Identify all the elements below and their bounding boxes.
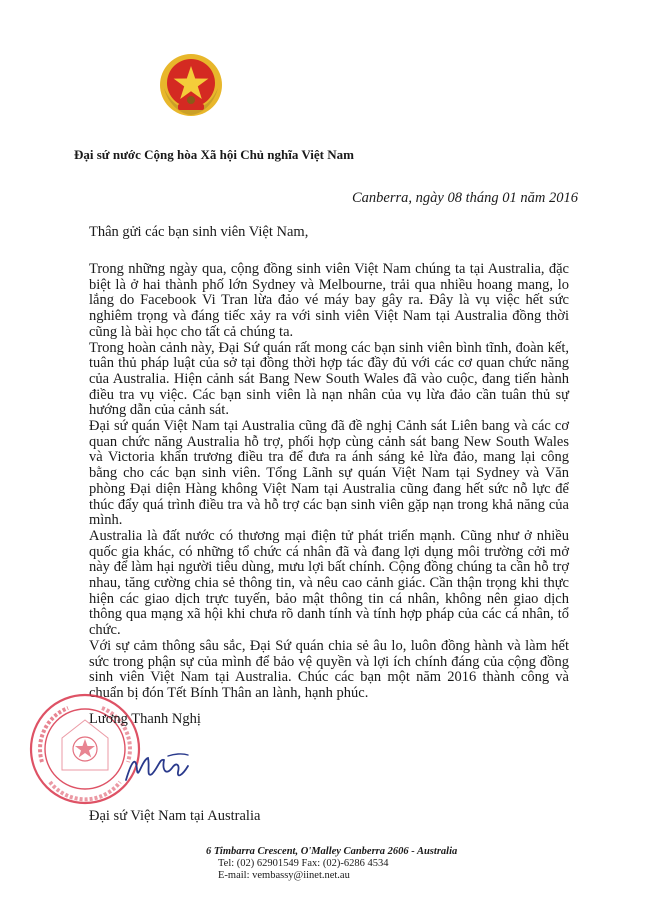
greeting: Thân gửi các bạn sinh viên Việt Nam,: [89, 224, 309, 240]
footer-email: E-mail: vembassy@iinet.net.au: [218, 870, 350, 881]
embassy-title: Đại sứ nước Cộng hòa Xã hội Chủ nghĩa Việt Nam: [74, 147, 354, 162]
footer-address: 6 Timbarra Crescent, O'Malley Canberra 2606 - Australia: [206, 846, 458, 857]
signer-name: Lương Thanh Nghị: [89, 711, 201, 727]
footer-phone-fax: Tel: (02) 62901549 Fax: (02)-6286 4534: [218, 858, 389, 869]
body-paragraph: Trong những ngày qua, cộng đồng sinh viên Việt Nam chúng ta tại Australia, đặc biệt là ở hai thành phố lớn Sydney và Melbourne, trải qua nhiều hoang mang, lo lắng do Facebook Vi Tran lừa đảo vé máy bay gây ra. Đây là vụ việc hết sức nghiêm trọng và đáng tiếc xảy ra với sinh viên Việt Nam tại Australia đồng thời cũng là bài học cho tất cả chúng ta.: [89, 261, 569, 340]
body-paragraph: Trong hoàn cảnh này, Đại Sứ quán rất mong các bạn sinh viên bình tĩnh, đoàn kết, tuân thủ pháp luật của sở tại đồng thời hợp tác đầy đủ với các cơ quan chức năng của Australia. Hiện cảnh sát Bang New South Wales đã vào cuộc, đang tiến hành điều tra vụ việc. Các bạn sinh viên là nạn nhân của vụ lừa đảo cần tuân thủ sự hướng dẫn của cảnh sát.: [89, 339, 569, 419]
body-paragraph: Với sự cảm thông sâu sắc, Đại Sứ quán chia sẻ âu lo, luôn đồng hành và làm hết sức trong phận sự của mình để bảo vệ quyền và lợi ích chính đáng của cộng đồng sinh viên Việt Nam tại Australia. Chúc các bạn một năm 2016 thành công và chuẩn bị đón Tết Bính Thân an lành, hạnh phúc.: [89, 637, 569, 701]
dateline: Canberra, ngày 08 tháng 01 năm 2016: [352, 190, 578, 206]
footer: [206, 846, 457, 882]
vietnam-national-emblem-icon: [158, 52, 224, 118]
embassy-seal-stamp: [28, 692, 142, 806]
body-paragraph: Australia là đất nước có thương mại điện tử phát triển mạnh. Cũng như ở nhiều quốc gia khác, có những tổ chức cá nhân đã và đang lợi dụng môi trường cởi mở này để làm hại người tiêu dùng, mưu lợi bất chính. Cộng đồng chúng ta cần hỗ trợ nhau, tăng cường chia sẻ thông tin, và nêu cao cảnh giác. Cần thận trọng khi thực hiện các giao dịch trực tuyến, bảo mật thông tin cá nhân, không nên giao dịch thông qua mạng xã hội khi chưa rõ danh tính và tính hợp pháp của các cá nhân, tổ chức.: [89, 527, 569, 639]
body-paragraph: Đại sứ quán Việt Nam tại Australia cũng đã đề nghị Cảnh sát Liên bang và các cơ quan chức năng Australia hỗ trợ, phối hợp cùng cảnh sát bang New South Wales và Victoria khẩn trương điều tra để đưa ra ánh sáng kẻ lừa đảo, mang lại công bằng cho các bạn sinh viên. Tổng Lãnh sự quán Việt Nam tại Sydney và Văn phòng Đại diện Hàng không Việt Nam tại Australia cũng đang hết sức nỗ lực để thúc đẩy quá trình điều tra và hỗ trợ các bạn sinh viên gặp nạn trong khả năng của mình.: [89, 418, 569, 529]
letter-body: [89, 262, 569, 702]
signer-title: Đại sứ Việt Nam tại Australia: [89, 808, 261, 824]
handwritten-signature: [122, 750, 192, 786]
